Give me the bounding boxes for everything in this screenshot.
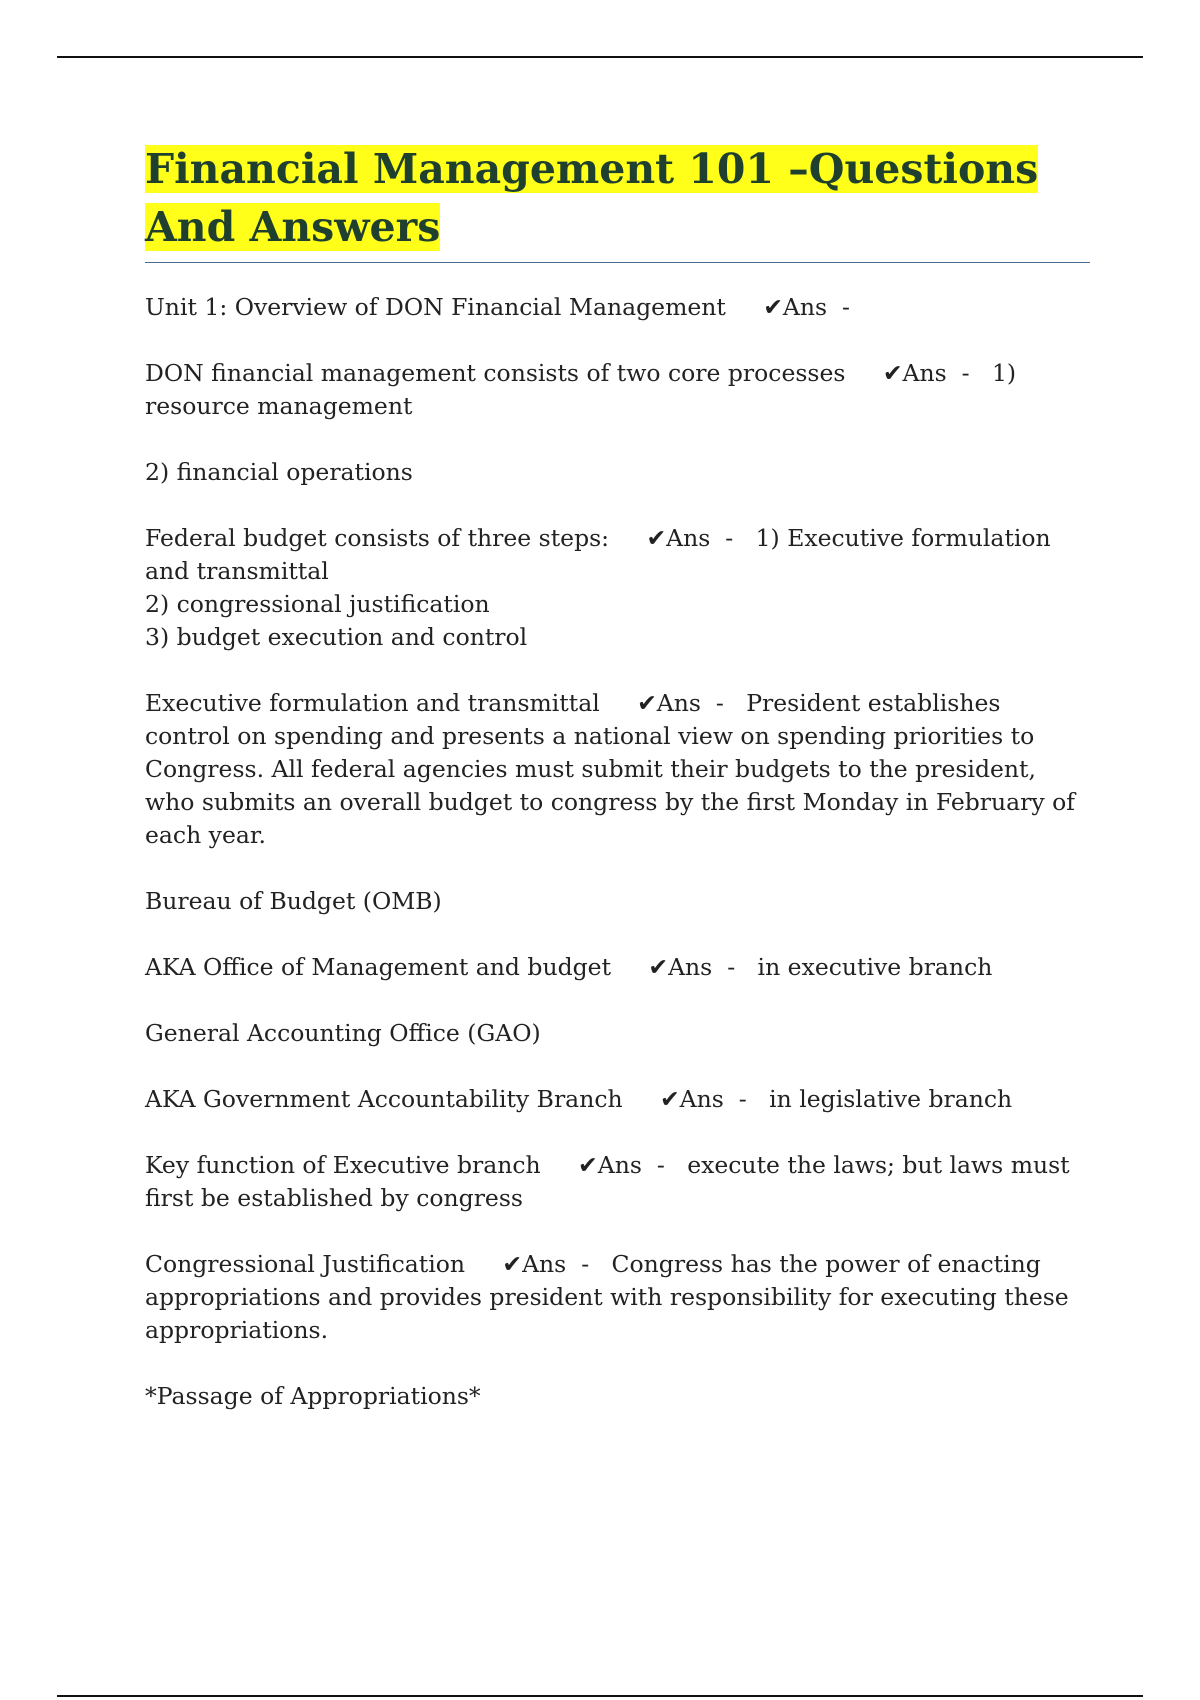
- answer-line: 3) budget execution and control: [145, 623, 528, 651]
- qa-entry: DON financial management consists of two core processes ✔Ans - 1) resource management: [145, 359, 1017, 420]
- qa-entry: [145, 885, 1090, 918]
- qa-entry: Unit 1: Overview of DON Financial Management ✔Ans -: [145, 291, 1090, 324]
- entry-text: *Passage of Appropriations*: [145, 1382, 481, 1410]
- footer-rule: [57, 1695, 1143, 1697]
- answer-marker: ✔Ans: [659, 1085, 724, 1113]
- qa-entry: Key function of Executive branch ✔Ans - execute the laws; but laws must first be established by congress: [145, 1151, 1070, 1212]
- question-text: AKA Government Accountability Branch: [145, 1085, 623, 1113]
- question-text: Unit 1: Overview of DON Financial Management: [145, 293, 726, 321]
- question-text: DON financial management consists of two core processes: [145, 359, 846, 387]
- answer-text: Congress has the power of enacting appropriations and provides president with responsibility for executing these appropriations.: [145, 1250, 1069, 1344]
- answer-text: 1) resource management: [145, 359, 1017, 420]
- answer-text: execute the laws; but laws must first be established by congress: [145, 1151, 1070, 1212]
- qa-entry: Federal budget consists of three steps: ✔Ans - 1) Executive formulation and transmittal 2) congressional justification 3) budget execution and control: [145, 522, 1090, 654]
- answer-text: in legislative branch: [769, 1085, 1013, 1113]
- question-text: Congressional Justification: [145, 1250, 466, 1278]
- question-text: Key function of Executive branch: [145, 1151, 541, 1179]
- answer-marker: ✔Ans: [763, 293, 828, 321]
- answer-marker: ✔Ans: [578, 1151, 642, 1179]
- answer-marker: ✔Ans: [637, 689, 701, 717]
- entry-text: General Accounting Office (GAO): [145, 1019, 541, 1047]
- title-block: [145, 140, 1090, 263]
- answer-marker: ✔Ans: [502, 1250, 567, 1278]
- document-body: [145, 140, 1090, 1446]
- answer-marker: ✔Ans: [882, 359, 947, 387]
- qa-entry: [145, 1380, 1090, 1413]
- qa-list: [145, 291, 1090, 1413]
- entry-text: 2) financial operations: [145, 458, 413, 486]
- qa-entry: Congressional Justification ✔Ans - Congress has the power of enacting appropriations and provides president with responsibility for executing these appropriations.: [145, 1250, 1069, 1344]
- qa-entry: Executive formulation and transmittal ✔Ans - President establishes control on spending and presents a national view on spending priorities to Congress. All federal agencies must submit their budgets to the president, who submits an overall budget to congress by the first Monday in February of each year.: [145, 689, 1076, 849]
- qa-entry: [145, 1017, 1090, 1050]
- answer-text: in executive branch: [757, 953, 993, 981]
- page-title: [145, 140, 1090, 256]
- qa-entry: AKA Government Accountability Branch ✔Ans - in legislative branch: [145, 1083, 1090, 1116]
- qa-entry: [145, 456, 1090, 489]
- question-text: Executive formulation and transmittal: [145, 689, 600, 717]
- answer-line: 2) congressional justification: [145, 590, 490, 618]
- header-rule: [57, 56, 1143, 58]
- answer-marker: ✔Ans: [648, 953, 713, 981]
- qa-entry: AKA Office of Management and budget ✔Ans - in executive branch: [145, 951, 1090, 984]
- title-highlight: Financial Management 101 –Questions And Answers: [145, 145, 1039, 251]
- answer-text: President establishes control on spending and presents a national view on spending priorities to Congress. All federal agencies must submit their budgets to the president, who submits an overall budget to congress by the first Monday in February of each year.: [145, 689, 1076, 849]
- answer-marker: ✔Ans: [646, 524, 711, 552]
- question-text: Federal budget consists of three steps:: [145, 524, 610, 552]
- entry-text: Bureau of Budget (OMB): [145, 887, 442, 915]
- question-text: AKA Office of Management and budget: [145, 953, 612, 981]
- answer-text: 1) Executive formulation and transmittal: [145, 524, 1051, 585]
